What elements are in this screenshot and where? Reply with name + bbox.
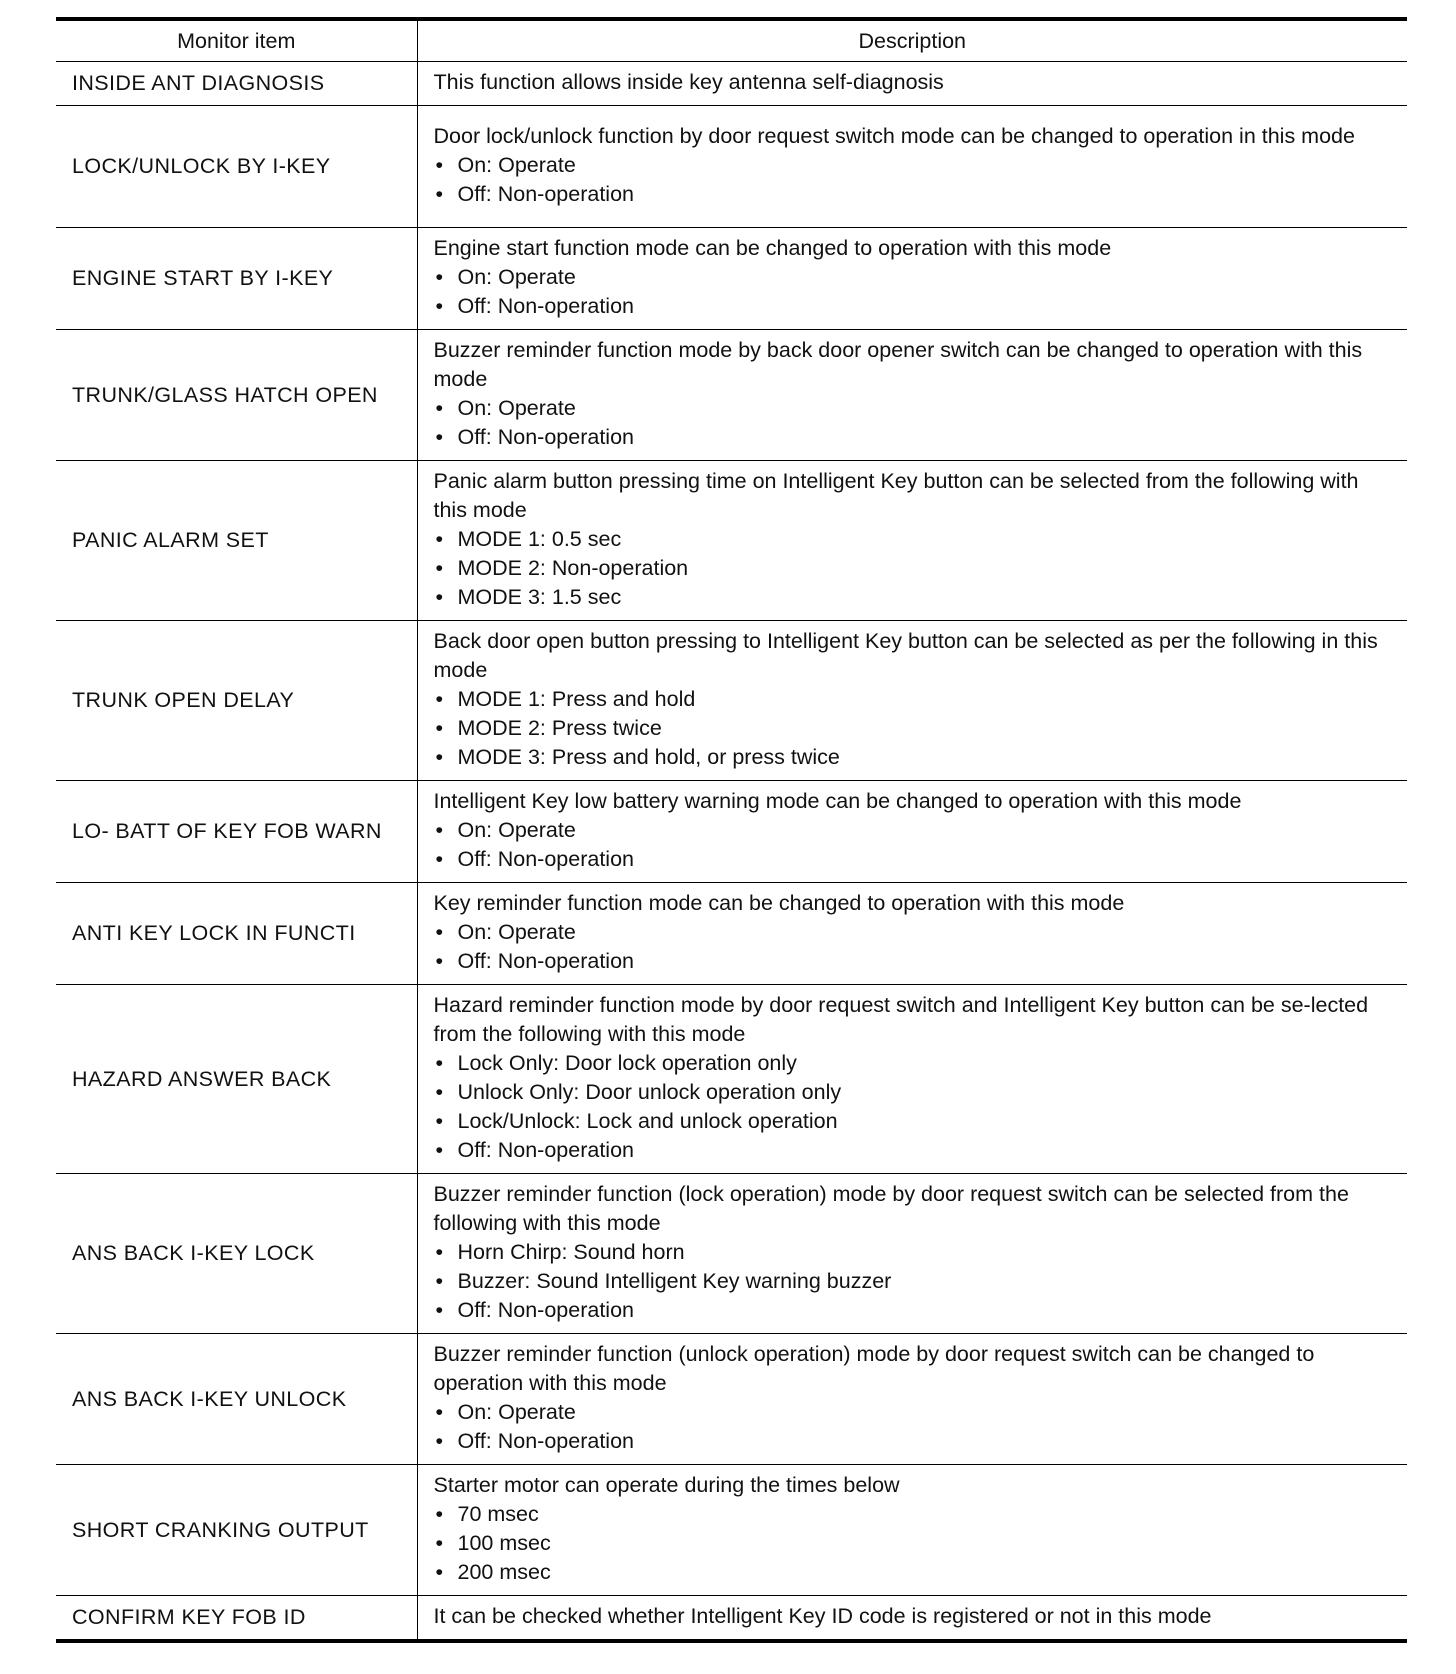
monitor-item-table-container (56, 17, 1407, 1643)
monitor-item-cell: LO- BATT OF KEY FOB WARN (56, 781, 417, 883)
description-cell (417, 330, 1407, 461)
option-list (434, 263, 1396, 321)
table-row (56, 985, 1407, 1174)
option-list-item: • Off: Non-operation (434, 1136, 1396, 1165)
option-list-item: • Off: Non-operation (434, 1296, 1396, 1325)
option-list (434, 1238, 1396, 1325)
description-cell (417, 781, 1407, 883)
option-list-item: • Off: Non-operation (434, 180, 1396, 209)
table-row (56, 883, 1407, 985)
option-list (434, 816, 1396, 874)
option-list-item: • On: Operate (434, 151, 1396, 180)
option-list-item: • MODE 1: Press and hold (434, 685, 1396, 714)
monitor-item-cell: HAZARD ANSWER BACK (56, 985, 417, 1174)
description-cell (417, 62, 1407, 106)
description-cell (417, 106, 1407, 228)
description-cell (417, 1334, 1407, 1465)
description-text: Intelligent Key low battery warning mode can be changed to operation with this mode (433, 789, 1242, 813)
description-cell (417, 228, 1407, 330)
table-row (56, 1465, 1407, 1596)
option-list-item: • MODE 1: 0.5 sec (434, 525, 1396, 554)
option-list-item: • Buzzer: Sound Intelligent Key warning buzzer (434, 1267, 1396, 1296)
option-list (434, 394, 1396, 452)
table-row (56, 106, 1407, 228)
monitor-item-cell: ANTI KEY LOCK IN FUNCTI (56, 883, 417, 985)
option-list-item: • On: Operate (434, 1398, 1396, 1427)
option-list (434, 1398, 1396, 1456)
monitor-item-table (56, 17, 1407, 1643)
option-list (434, 1049, 1396, 1165)
option-list (434, 151, 1396, 209)
description-cell (417, 621, 1407, 781)
table-row (56, 330, 1407, 461)
description-text: Hazard reminder function mode by door request switch and Intelligent Key button can be se-lected from the following with this mode (433, 993, 1369, 1046)
option-list (434, 918, 1396, 976)
option-list-item: • Off: Non-operation (434, 845, 1396, 874)
option-list-item: • MODE 2: Press twice (434, 714, 1396, 743)
option-list-item: • Off: Non-operation (434, 1427, 1396, 1456)
description-text: Buzzer reminder function (lock operation) mode by door request switch can be selected from the following with this mode (433, 1182, 1349, 1235)
option-list-item: • MODE 3: 1.5 sec (434, 583, 1396, 612)
table-body (56, 62, 1407, 1642)
monitor-item-cell: TRUNK OPEN DELAY (56, 621, 417, 781)
option-list-item: • MODE 2: Non-operation (434, 554, 1396, 583)
description-text: Starter motor can operate during the times below (433, 1473, 900, 1497)
option-list-item: • Off: Non-operation (434, 947, 1396, 976)
description-text: Buzzer reminder function mode by back door opener switch can be changed to operation with this mode (433, 338, 1363, 391)
option-list (434, 1500, 1396, 1587)
header-monitor-item: Monitor item (56, 19, 417, 62)
description-text: Door lock/unlock function by door request switch mode can be changed to operation in this mode (433, 124, 1355, 148)
description-text: Panic alarm button pressing time on Intelligent Key button can be selected from the following with this mode (433, 469, 1359, 522)
option-list-item: • MODE 3: Press and hold, or press twice (434, 743, 1396, 772)
option-list-item: • 100 msec (434, 1529, 1396, 1558)
option-list-item: • On: Operate (434, 816, 1396, 845)
monitor-item-cell: CONFIRM KEY FOB ID (56, 1596, 417, 1642)
option-list (434, 525, 1396, 612)
option-list-item: • Unlock Only: Door unlock operation only (434, 1078, 1396, 1107)
table-row (56, 461, 1407, 621)
description-cell (417, 985, 1407, 1174)
option-list (434, 685, 1396, 772)
description-text: Engine start function mode can be changed to operation with this mode (433, 236, 1112, 260)
monitor-item-cell: TRUNK/GLASS HATCH OPEN (56, 330, 417, 461)
description-text: This function allows inside key antenna self-diagnosis (433, 70, 944, 94)
monitor-item-cell: INSIDE ANT DIAGNOSIS (56, 62, 417, 106)
header-description: Description (417, 19, 1407, 62)
monitor-item-cell: SHORT CRANKING OUTPUT (56, 1465, 417, 1596)
description-text: Key reminder function mode can be changed to operation with this mode (433, 891, 1125, 915)
description-cell (417, 1174, 1407, 1334)
table-row (56, 228, 1407, 330)
option-list-item: • Lock Only: Door lock operation only (434, 1049, 1396, 1078)
table-row (56, 1334, 1407, 1465)
table-row (56, 1174, 1407, 1334)
option-list-item: • Off: Non-operation (434, 423, 1396, 452)
table-row (56, 62, 1407, 106)
monitor-item-cell: ANS BACK I-KEY LOCK (56, 1174, 417, 1334)
description-text: It can be checked whether Intelligent Key ID code is registered or not in this mode (433, 1604, 1212, 1628)
monitor-item-cell: ANS BACK I-KEY UNLOCK (56, 1334, 417, 1465)
table-header-row (56, 19, 1407, 62)
option-list-item: • Lock/Unlock: Lock and unlock operation (434, 1107, 1396, 1136)
monitor-item-cell: LOCK/UNLOCK BY I-KEY (56, 106, 417, 228)
option-list-item: • 70 msec (434, 1500, 1396, 1529)
option-list-item: • 200 msec (434, 1558, 1396, 1587)
option-list-item: • On: Operate (434, 394, 1396, 423)
option-list-item: • Horn Chirp: Sound horn (434, 1238, 1396, 1267)
description-text: Back door open button pressing to Intelligent Key button can be selected as per the following in this mode (433, 629, 1378, 682)
description-text: Buzzer reminder function (unlock operation) mode by door request switch can be changed to operation with this mode (433, 1342, 1315, 1395)
table-row (56, 1596, 1407, 1642)
monitor-item-cell: PANIC ALARM SET (56, 461, 417, 621)
description-cell (417, 461, 1407, 621)
option-list-item: • Off: Non-operation (434, 292, 1396, 321)
table-row (56, 781, 1407, 883)
option-list-item: • On: Operate (434, 263, 1396, 292)
description-cell (417, 1596, 1407, 1642)
option-list-item: • On: Operate (434, 918, 1396, 947)
monitor-item-cell: ENGINE START BY I-KEY (56, 228, 417, 330)
table-row (56, 621, 1407, 781)
description-cell (417, 883, 1407, 985)
description-cell (417, 1465, 1407, 1596)
